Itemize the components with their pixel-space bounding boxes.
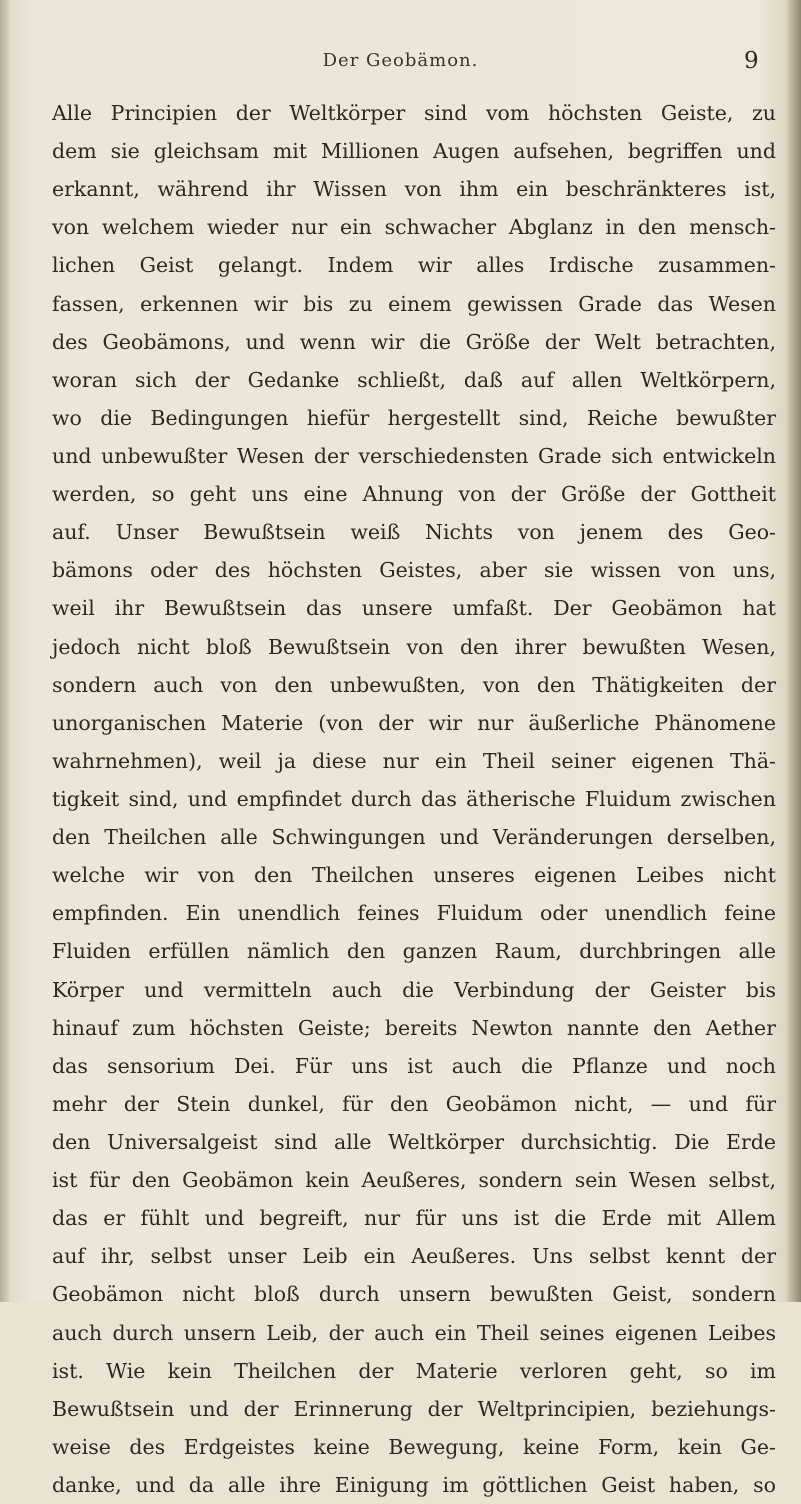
text-line: dem sie gleichsam mit Millionen Augen aufsehen, begriffen und — [52, 139, 776, 164]
text-line: Körper und vermitteln auch die Verbindung der Geister bis — [52, 977, 776, 1002]
running-head-title: Der Geobämon. — [322, 50, 479, 71]
text-line: woran sich der Gedanke schließt, daß auf allen Weltkörpern, — [52, 367, 776, 392]
page-gutter-shadow — [0, 0, 10, 1302]
text-line: unorganischen Materie (von der wir nur äußerliche Phänomene — [52, 710, 776, 735]
text-line: ist für den Geobämon kein Aeußeres, sondern sein Wesen selbst, — [52, 1168, 776, 1193]
text-line: tigkeit sind, und empfindet durch das ätherische Fluidum zwischen — [52, 786, 776, 811]
text-line: weise des Erdgeistes keine Bewegung, keine Form, kein Ge- — [52, 1434, 776, 1459]
text-line: hinauf zum höchsten Geiste; bereits Newton nannte den Aether — [52, 1015, 776, 1040]
text-line: den Theilchen alle Schwingungen und Veränderungen derselben, — [52, 825, 776, 850]
text-line: von welchem wieder nur ein schwacher Abglanz in den mensch- — [52, 215, 776, 240]
text-line: und unbewußter Wesen der verschiedensten Grade sich entwickeln — [52, 443, 776, 468]
text-line: fassen, erkennen wir bis zu einem gewissen Grade das Wesen — [52, 291, 776, 316]
text-line: das sensorium Dei. Für uns ist auch die Pflanze und noch — [52, 1053, 776, 1078]
text-line: mehr der Stein dunkel, für den Geobämon nicht, — und für — [52, 1091, 776, 1116]
text-line: sondern auch von den unbewußten, von den Thätigkeiten der — [52, 672, 776, 697]
text-line: weil ihr Bewußtsein das unsere umfaßt. Der Geobämon hat — [52, 596, 776, 621]
text-line: auch durch unsern Leib, der auch ein Theil seines eigenen Leibes — [52, 1320, 776, 1345]
text-line: den Universalgeist sind alle Weltkörper durchsichtig. Die Erde — [52, 1129, 776, 1154]
page-number: 9 — [744, 48, 759, 74]
text-line: Fluiden erfüllen nämlich den ganzen Raum, durchbringen alle — [52, 939, 776, 964]
running-head — [0, 50, 801, 80]
text-line: welche wir von den Theilchen unseres eigenen Leibes nicht — [52, 863, 776, 888]
text-line: ist. Wie kein Theilchen der Materie verloren geht, so im — [52, 1358, 776, 1383]
text-line: lichen Geist gelangt. Indem wir alles Irdische zusammen- — [52, 253, 776, 278]
text-line: bämons oder des höchsten Geistes, aber sie wissen von uns, — [52, 558, 776, 583]
text-line: Alle Principien der Weltkörper sind vom höchsten Geiste, zu — [52, 101, 776, 125]
text-line: auf ihr, selbst unser Leib ein Aeußeres. Uns selbst kennt der — [52, 1244, 776, 1269]
body-text — [52, 94, 776, 1504]
text-line: auf. Unser Bewußtsein weiß Nichts von jenem des Geo- — [52, 520, 776, 545]
text-line: jedoch nicht bloß Bewußtsein von den ihrer bewußten Wesen, — [52, 634, 776, 659]
text-line: empfinden. Ein unendlich feines Fluidum oder unendlich feine — [52, 901, 776, 926]
text-line: erkannt, während ihr Wissen von ihm ein beschränkteres ist, — [52, 177, 776, 202]
text-line: werden, so geht uns eine Ahnung von der Größe der Gottheit — [52, 482, 776, 507]
text-line: danke, und da alle ihre Einigung im göttlichen Geist haben, so — [52, 1472, 776, 1497]
text-line: Bewußtsein und der Erinnerung der Weltprincipien, beziehungs- — [52, 1396, 776, 1421]
text-line: wahrnehmen), weil ja diese nur ein Theil seiner eigenen Thä- — [52, 748, 776, 773]
text-line: wo die Bedingungen hiefür hergestellt sind, Reiche bewußter — [52, 405, 776, 430]
text-line: das er fühlt und begreift, nur für uns ist die Erde mit Allem — [52, 1206, 776, 1231]
text-line: Geobämon nicht bloß durch unsern bewußten Geist, sondern — [52, 1282, 776, 1307]
text-line: des Geobämons, und wenn wir die Größe der Welt betrachten, — [52, 329, 776, 354]
page-edge-shadow — [787, 0, 801, 1302]
